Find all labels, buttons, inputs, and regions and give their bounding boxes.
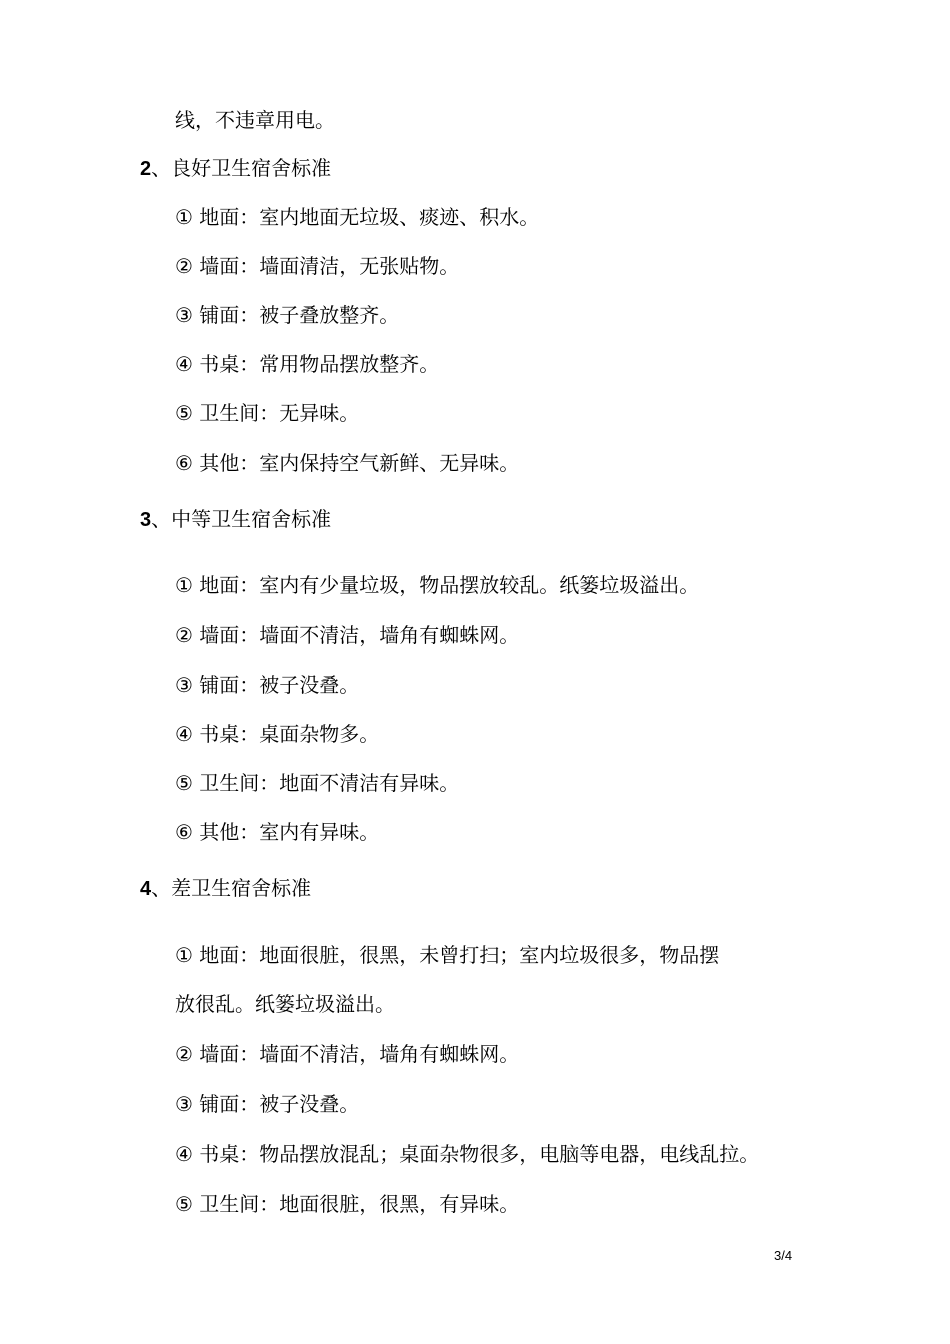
list-item: ⑥ 其他：室内保持空气新鲜、无异味。 bbox=[175, 451, 520, 475]
section-heading-2 bbox=[140, 154, 331, 183]
section-title: 、差卫生宿舍标准 bbox=[151, 876, 312, 900]
list-item: ② 墙面：墙面不清洁，墙角有蜘蛛网。 bbox=[175, 623, 520, 647]
section-title: 、中等卫生宿舍标准 bbox=[151, 507, 332, 531]
list-item: ⑤ 卫生间：地面不清洁有异味。 bbox=[175, 771, 460, 795]
page-number: 3/4 bbox=[774, 1248, 793, 1263]
list-item: ② 墙面：墙面清洁，无张贴物。 bbox=[175, 254, 460, 278]
section-number: 4 bbox=[140, 878, 152, 900]
list-item: ① 地面：地面很脏，很黑，未曾打扫；室内垃圾很多，物品摆 bbox=[175, 943, 720, 967]
list-item: ③ 铺面：被子叠放整齐。 bbox=[175, 303, 400, 327]
section-heading-4 bbox=[140, 874, 311, 903]
list-item: ① 地面：室内有少量垃圾，物品摆放较乱。纸篓垃圾溢出。 bbox=[175, 573, 700, 597]
list-item: ⑤ 卫生间：地面很脏，很黑，有异味。 bbox=[175, 1192, 520, 1216]
section-heading-3 bbox=[140, 505, 331, 534]
intro-continuation: 线，不违章用电。 bbox=[175, 108, 335, 132]
list-item: ③ 铺面：被子没叠。 bbox=[175, 673, 360, 697]
list-item: ① 地面：室内地面无垃圾、痰迹、积水。 bbox=[175, 205, 540, 229]
section-number: 2 bbox=[140, 158, 152, 180]
section-number: 3 bbox=[140, 509, 152, 531]
list-item: ⑥ 其他：室内有异味。 bbox=[175, 820, 380, 844]
list-item: ④ 书桌：桌面杂物多。 bbox=[175, 722, 380, 746]
list-item: ④ 书桌：物品摆放混乱；桌面杂物很多，电脑等电器，电线乱拉。 bbox=[175, 1142, 760, 1166]
list-item: ⑤ 卫生间：无异味。 bbox=[175, 401, 360, 425]
section-title: 、良好卫生宿舍标准 bbox=[151, 156, 332, 180]
list-item: ④ 书桌：常用物品摆放整齐。 bbox=[175, 352, 440, 376]
list-item: ② 墙面：墙面不清洁，墙角有蜘蛛网。 bbox=[175, 1042, 520, 1066]
list-item: ③ 铺面：被子没叠。 bbox=[175, 1092, 360, 1116]
list-item-continuation: 放很乱。纸篓垃圾溢出。 bbox=[175, 992, 395, 1016]
